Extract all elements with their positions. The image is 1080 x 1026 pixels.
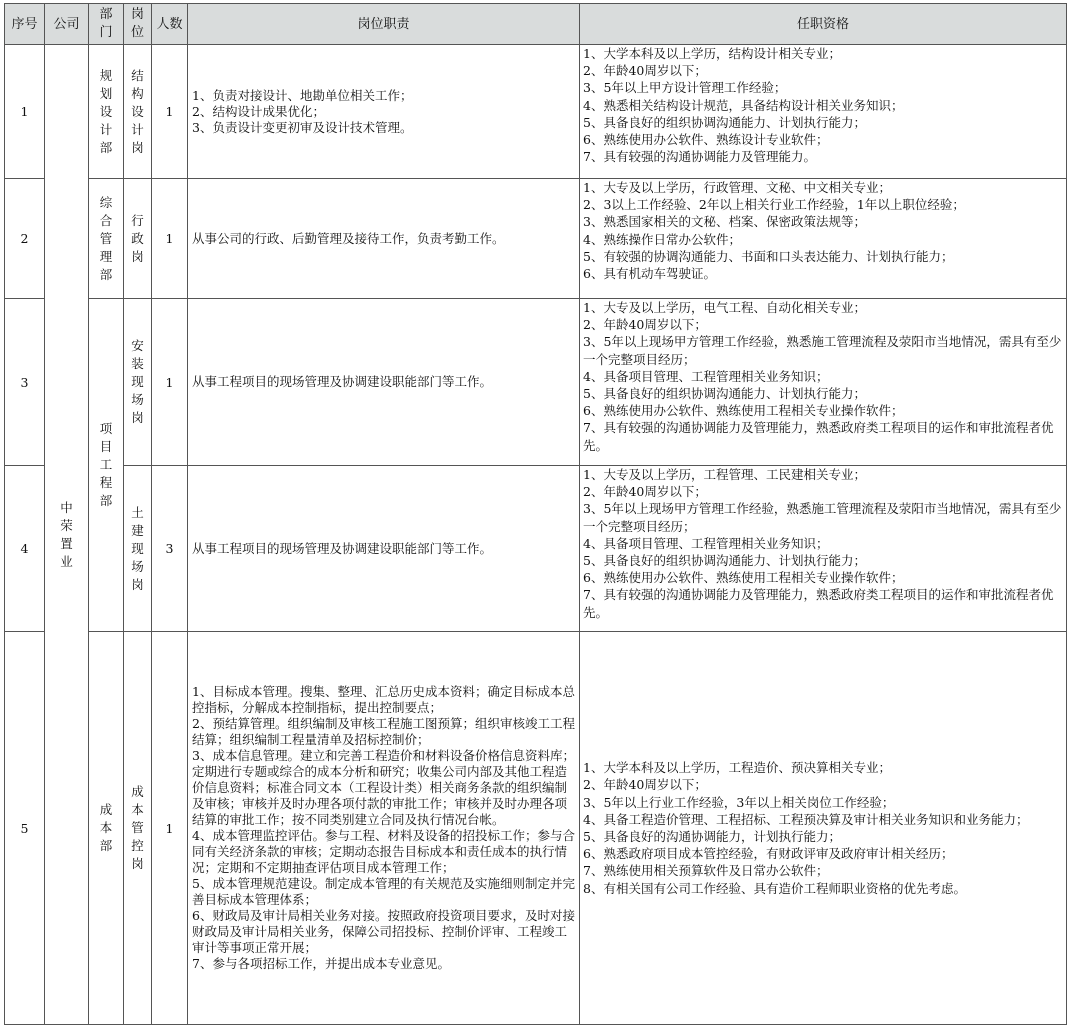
table-row xyxy=(5,466,1067,632)
header-row xyxy=(5,4,1067,45)
post-cell: 安装现场岗 xyxy=(124,299,152,466)
count-cell: 1 xyxy=(152,299,188,466)
req-cell: 1、大学本科及以上学历，结构设计相关专业； 2、年龄40周岁以下； 3、5年以上甲方设计管理工作经验； 4、熟悉相关结构设计规范，具备结构设计相关业务知识； 5、具备良好的组织协调沟通能力、计划执行能力； 6、熟练使用办公软件、熟练设计专业软件； 7、具有较强的沟通协调能力及管理能力。 xyxy=(580,45,1067,179)
dept-cell: 规划设计部 xyxy=(89,45,124,179)
req-cell: 1、大学本科及以上学历，工程造价、预决算相关专业； 2、年龄40周岁以下； 3、5年以上行业工作经验，3年以上相关岗位工作经验； 4、具备工程造价管理、工程招标、工程预决算及审计相关业务知识和业务能力； 5、具备良好的沟通协调能力，计划执行能力； 6、熟悉政府项目成本管控经验，有财政评审及政府审计相关经历； 7、熟练使用相关预算软件及日常办公软件； 8、有相关国有公司工作经验、具有造价工程师职业资格的优先考虑。 xyxy=(580,632,1067,1025)
dept-cell: 综合管理部 xyxy=(89,179,124,299)
duty-cell: 1、负责对接设计、地勘单位相关工作； 2、结构设计成果优化； 3、负责设计变更初审及设计技术管理。 xyxy=(188,45,580,179)
count-cell: 3 xyxy=(152,466,188,632)
header-count: 人数 xyxy=(152,4,188,45)
post-cell: 土建现场岗 xyxy=(124,466,152,632)
header-dept: 部门 xyxy=(89,4,124,45)
row-seq: 5 xyxy=(5,632,45,1025)
header-duty: 岗位职责 xyxy=(188,4,580,45)
header-req: 任职资格 xyxy=(580,4,1067,45)
req-cell: 1、大专及以上学历，行政管理、文秘、中文相关专业； 2、3以上工作经验、2年以上相关行业工作经验，1年以上职位经验； 3、熟悉国家相关的文秘、档案、保密政策法规等； 4、熟练操作日常办公软件； 5、有较强的协调沟通能力、书面和口头表达能力、计划执行能力； 6、具有机动车驾驶证。 xyxy=(580,179,1067,299)
header-post: 岗位 xyxy=(124,4,152,45)
duty-cell: 从事工程项目的现场管理及协调建设职能部门等工作。 xyxy=(188,466,580,632)
post-cell: 成本管控岗 xyxy=(124,632,152,1025)
table-row xyxy=(5,632,1067,1025)
header-company: 公司 xyxy=(45,4,89,45)
duty-cell: 从事工程项目的现场管理及协调建设职能部门等工作。 xyxy=(188,299,580,466)
dept-cell: 成本部 xyxy=(89,632,124,1025)
row-seq: 1 xyxy=(5,45,45,179)
header-seq: 序号 xyxy=(5,4,45,45)
row-seq: 2 xyxy=(5,179,45,299)
company-cell: 中荣置业 xyxy=(45,45,89,1025)
row-seq: 4 xyxy=(5,466,45,632)
dept-cell: 项目工程部 xyxy=(89,299,124,632)
job-listing-table xyxy=(4,3,1067,1025)
count-cell: 1 xyxy=(152,632,188,1025)
req-cell: 1、大专及以上学历，工程管理、工民建相关专业； 2、年龄40周岁以下； 3、5年以上现场甲方管理工作经验，熟悉施工管理流程及荥阳市当地情况，需具有至少一个完整项目经历； 4、具备项目管理、工程管理相关业务知识； 5、具备良好的组织协调沟通能力、计划执行能力； 6、熟练使用办公软件、熟练使用工程相关专业操作软件； 7、具有较强的沟通协调能力及管理能力，熟悉政府类工程项目的运作和审批流程者优先。 xyxy=(580,466,1067,632)
table-row xyxy=(5,45,1067,179)
duty-cell: 从事公司的行政、后勤管理及接待工作，负责考勤工作。 xyxy=(188,179,580,299)
post-cell: 结构设计岗 xyxy=(124,45,152,179)
table-row xyxy=(5,299,1067,466)
duty-cell: 1、目标成本管理。搜集、整理、汇总历史成本资料；确定目标成本总控指标，分解成本控制指标，提出控制要点； 2、预结算管理。组织编制及审核工程施工图预算；组织审核竣工工程结算；组织编制工程量清单及招标控制价； 3、成本信息管理。建立和完善工程造价和材料设备价格信息资料库；定期进行专题或综合的成本分析和研究；收集公司内部及其他工程造价信息资料；标准合同文本（工程设计类）相关商务条款的组织编制及审核；审核并及时办理各项付款的审批工作；审核并及时办理各项结算的审批工作；按不同类别建立合同及执行情况台帐。 4、成本管理监控评估。参与工程、材料及设备的招投标工作；参与合同有关经济条款的审核；定期动态报告目标成本和责任成本的执行情况；定期和不定期抽查评估项目成本管理工作； 5、成本管理规范建设。制定成本管理的有关规范及实施细则制定并完善目标成本管理体系； 6、财政局及审计局相关业务对接。按照政府投资项目要求，及时对接财政局及审计局相关业务，保障公司招投标、控制价评审、工程竣工审计等事项正常开展； 7、参与各项招标工作，并提出成本专业意见。 xyxy=(188,632,580,1025)
row-seq: 3 xyxy=(5,299,45,466)
table-row xyxy=(5,179,1067,299)
post-cell: 行政岗 xyxy=(124,179,152,299)
count-cell: 1 xyxy=(152,45,188,179)
req-cell: 1、大专及以上学历，电气工程、自动化相关专业； 2、年龄40周岁以下； 3、5年以上现场甲方管理工作经验，熟悉施工管理流程及荥阳市当地情况，需具有至少一个完整项目经历； 4、具备项目管理、工程管理相关业务知识； 5、具备良好的组织协调沟通能力、计划执行能力； 6、熟练使用办公软件、熟练使用工程相关专业操作软件； 7、具有较强的沟通协调能力及管理能力，熟悉政府类工程项目的运作和审批流程者优先。 xyxy=(580,299,1067,466)
count-cell: 1 xyxy=(152,179,188,299)
